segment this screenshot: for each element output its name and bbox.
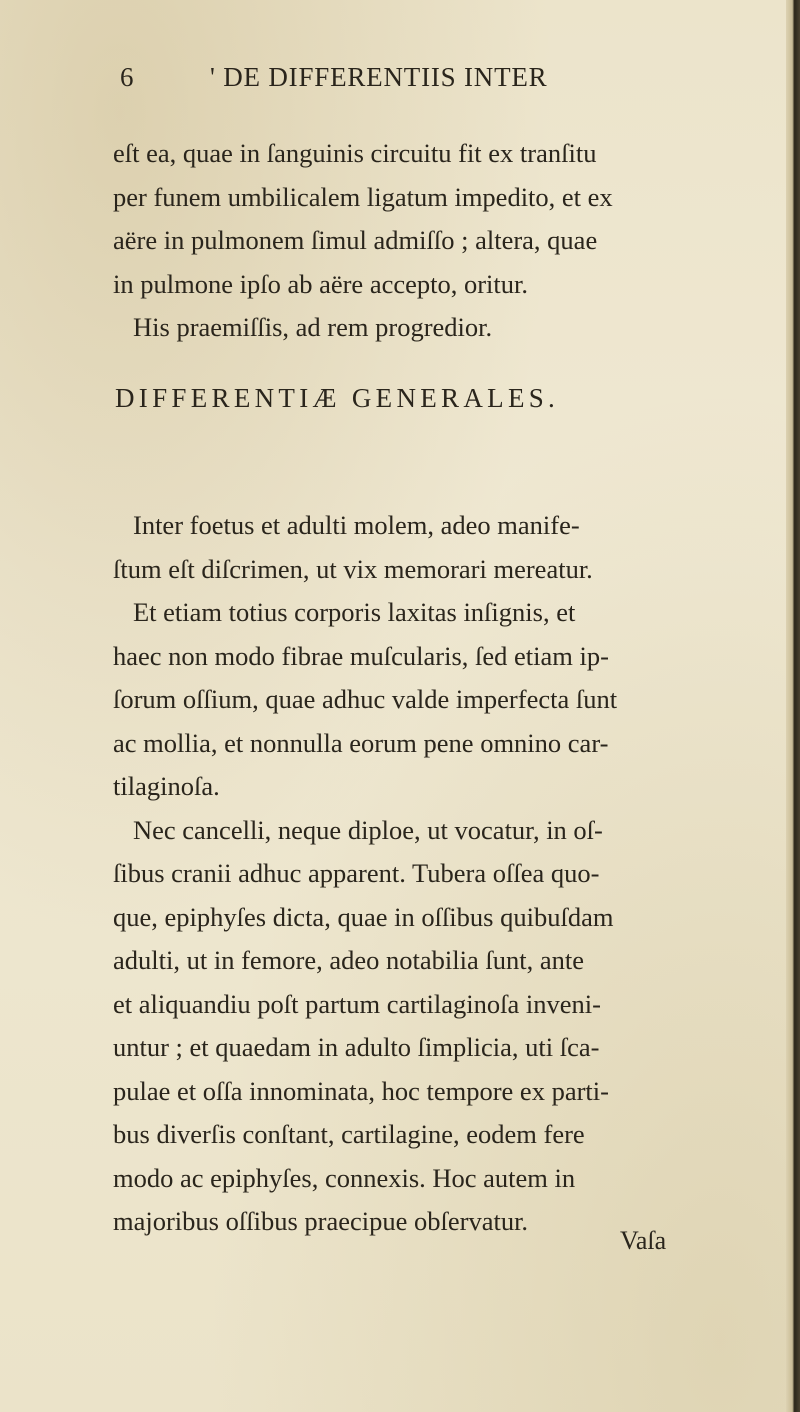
paragraph-main	[113, 504, 688, 1244]
text-line: untur ; et quaedam in adulto ſimplicia, uti ſca-	[113, 1032, 600, 1062]
text-line: per funem umbilicalem ligatum impedito, et ex	[113, 181, 613, 212]
section-heading: DIFFERENTIÆ GENERALES.	[115, 383, 560, 413]
catchword: Vaſa	[620, 1226, 667, 1255]
text-line: Et etiam totius corporis laxitas inſignis, et	[133, 597, 576, 627]
text-line: ac mollia, et nonnulla eorum pene omnino car-	[113, 727, 609, 758]
text-line: que, epiphyſes dicta, quae in oſſibus quibuſdam	[113, 901, 614, 932]
text-line: majoribus oſſibus praecipue obſervatur.	[113, 1206, 529, 1236]
text-line: tilaginoſa.	[113, 771, 220, 801]
page-edge-shadow	[786, 0, 800, 1412]
text-line: His praemiſſis, ad rem progredior.	[133, 312, 493, 342]
text-line: bus diverſis conſtant, cartilagine, eodem fere	[113, 1119, 585, 1149]
text-line: ſibus cranii adhuc apparent. Tubera oſſea quo-	[113, 858, 600, 888]
paragraph-continuation	[113, 132, 679, 350]
page-number: 6	[120, 62, 134, 92]
running-head: ' DE DIFFERENTIIS INTER	[210, 62, 548, 92]
text-line: ſtum eſt diſcrimen, ut vix memorari mereatur.	[113, 553, 593, 584]
text-line: adulti, ut in femore, adeo notabilia ſunt, ante	[113, 945, 584, 975]
text-line: Nec cancelli, neque diploe, ut vocatur, in oſ-	[133, 814, 603, 845]
text-line: ſorum oſſium, quae adhuc valde imperfecta ſunt	[113, 684, 618, 714]
text-line: modo ac epiphyſes, connexis. Hoc autem in	[113, 1162, 576, 1193]
text-line: eſt ea, quae in ſanguinis circuitu fit ex tranſitu	[113, 138, 597, 168]
text-line: in pulmone ipſo ab aëre accepto, oritur.	[113, 268, 529, 299]
text-line: pulae et oſſa innominata, hoc tempore ex parti-	[113, 1075, 609, 1106]
text-line: aëre in pulmonem ſimul admiſſo ; altera, quae	[113, 225, 598, 255]
text-line: Inter foetus et adulti molem, adeo manife-	[133, 510, 580, 540]
page-header	[120, 62, 640, 102]
text-line: et aliquandiu poſt partum cartilaginoſa inveni-	[113, 988, 601, 1019]
text-line: haec non modo fibrae muſcularis, ſed etiam ip-	[113, 640, 609, 671]
